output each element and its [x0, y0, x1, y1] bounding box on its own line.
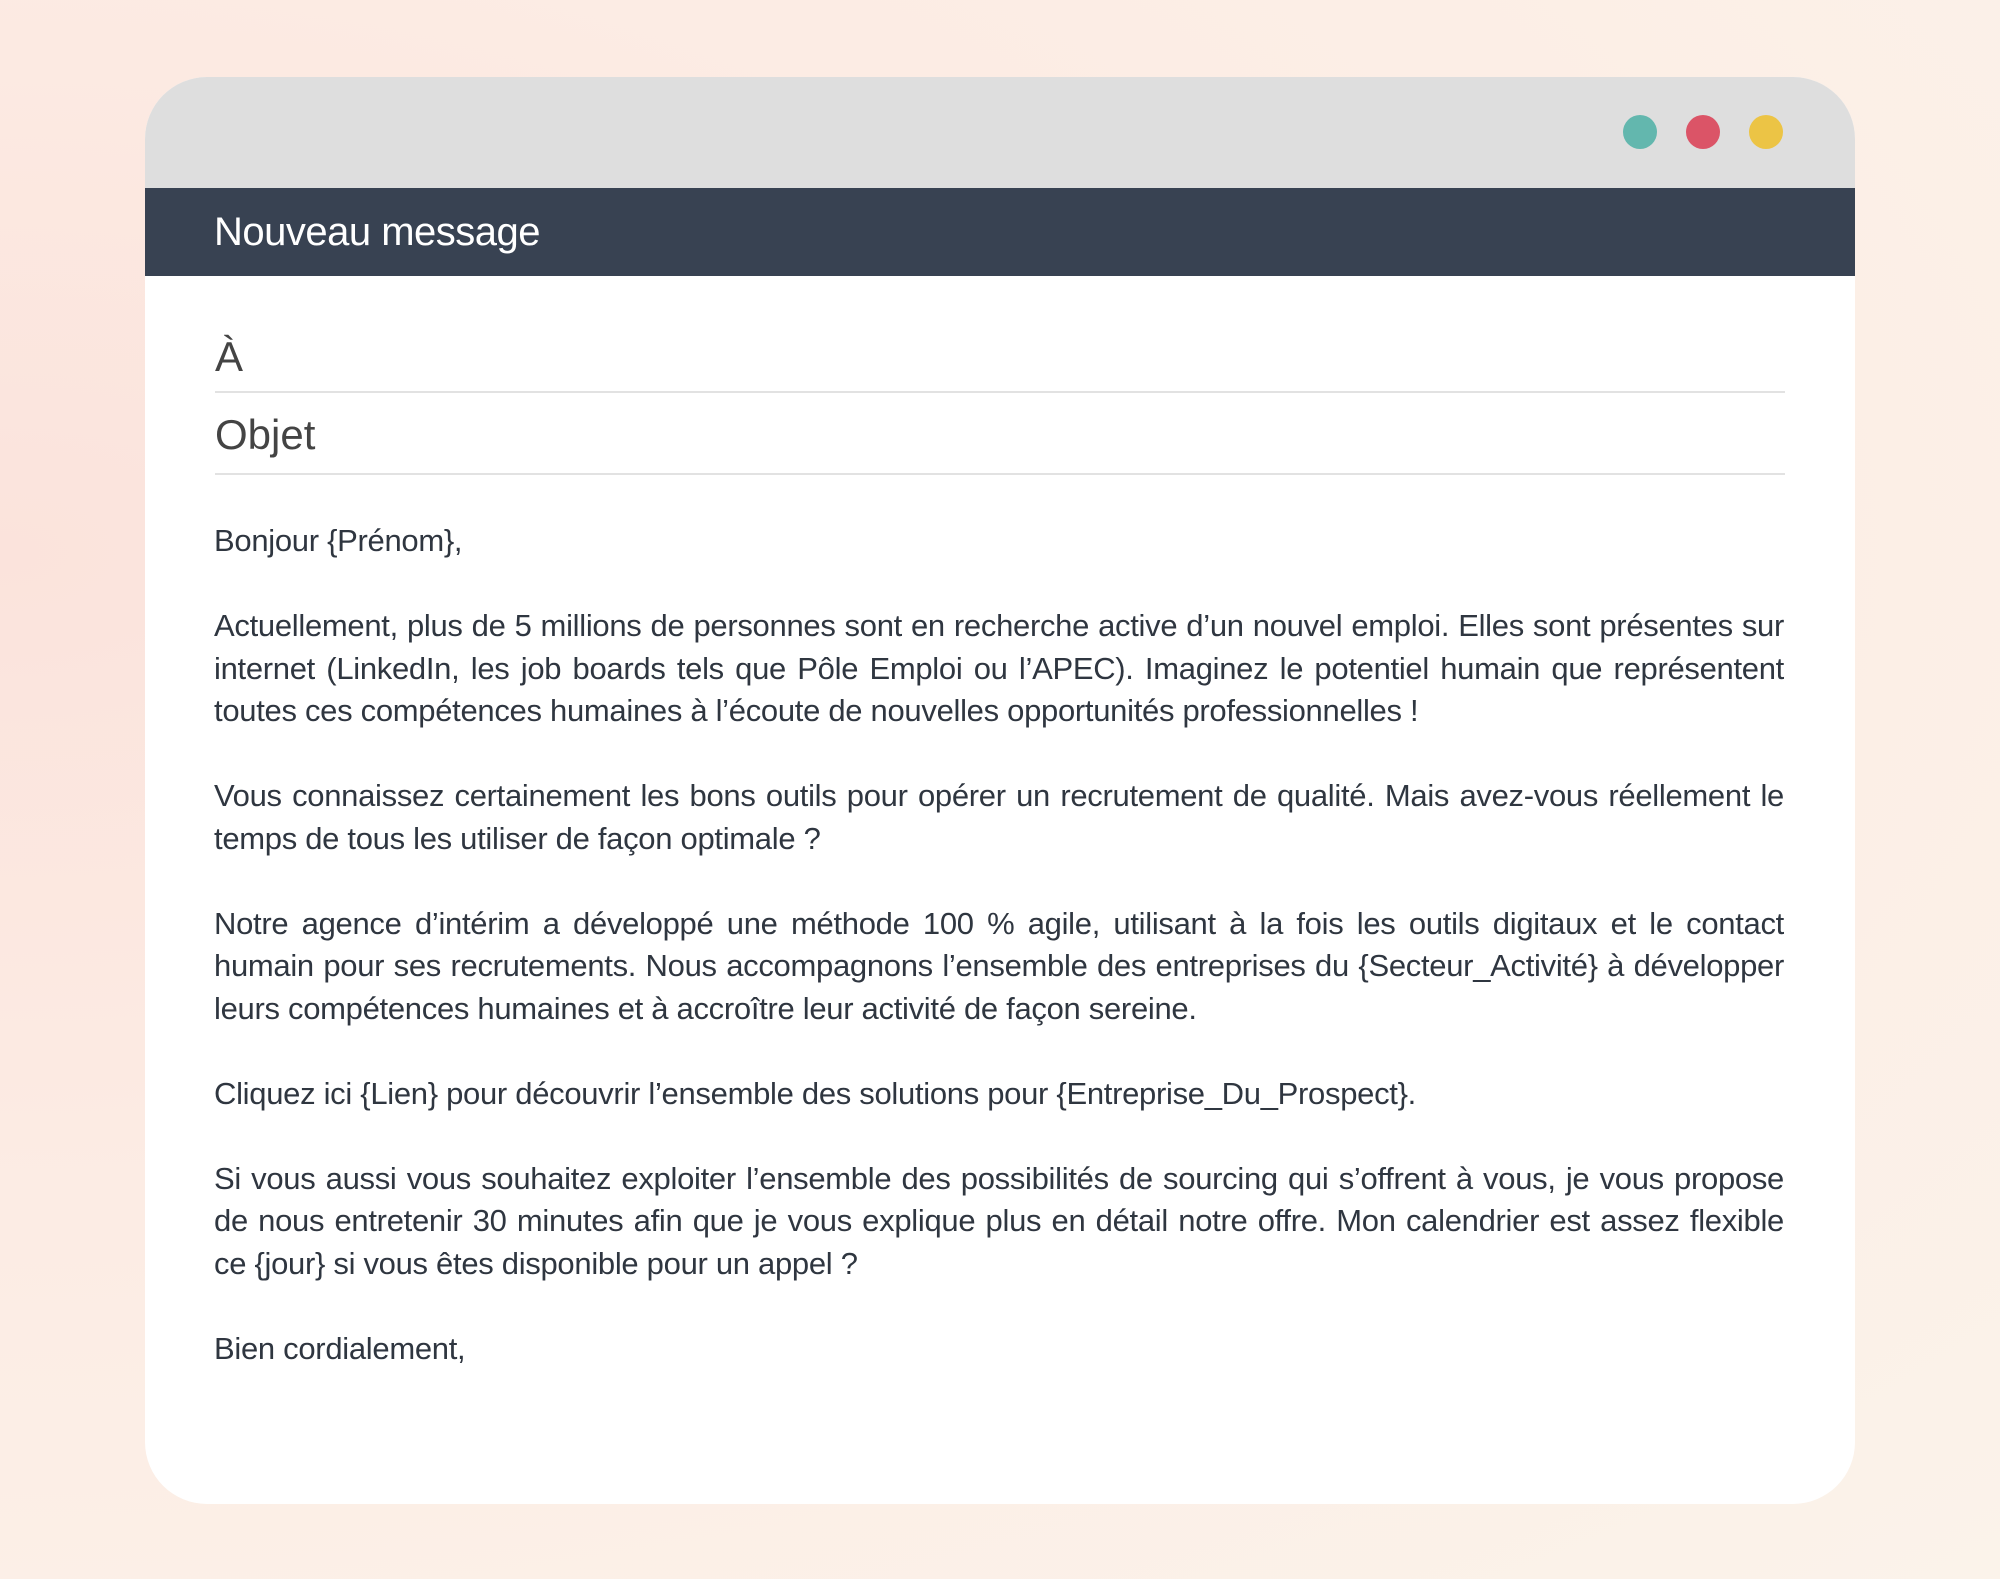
recipient-input[interactable] — [263, 326, 1785, 388]
message-paragraph: Si vous aussi vous souhaitez exploiter l’ensemble des possibilités de sourcing qui s’offrent à vous, je vous propose de nous entretenir 30 minutes afin que je vous explique plus en détail notre offre. Mon calendrier est assez flexible ce {jour} si vous êtes disponible pour un appel ? — [214, 1160, 1784, 1281]
compose-window — [145, 77, 1855, 1504]
compose-header — [145, 188, 1855, 276]
window-dot-red[interactable] — [1686, 115, 1720, 149]
subject-field[interactable] — [215, 397, 1785, 475]
subject-input[interactable] — [335, 404, 1785, 466]
recipient-label: À — [215, 332, 244, 380]
window-dot-yellow[interactable] — [1749, 115, 1783, 149]
compose-title: Nouveau message — [214, 209, 541, 254]
subject-label: Objet — [215, 411, 316, 458]
message-greeting: Bonjour {Prénom}, — [214, 523, 463, 558]
message-paragraph: Vous connaissez certainement les bons outils pour opérer un recrutement de qualité. Mais avez-vous réellement le temps de tous les utiliser de façon optimale ? — [214, 778, 1784, 856]
recipient-field[interactable] — [215, 322, 1785, 393]
message-paragraph: Cliquez ici {Lien} pour découvrir l’ensemble des solutions pour {Entreprise_Du_Prospect}. — [214, 1075, 1416, 1111]
window-titlebar — [145, 77, 1855, 188]
message-paragraph: Notre agence d’intérim a développé une méthode 100 % agile, utilisant à la fois les outils digitaux et le contact humain pour ses recrutements. Nous accompagnons l’ensemble des entreprises du {Secteur_Activité} à développer leurs compétences humaines et à accroître leur activité de façon sereine. — [214, 905, 1784, 1026]
window-controls — [1623, 115, 1783, 149]
message-closing: Bien cordialement, — [214, 1330, 466, 1366]
window-dot-green[interactable] — [1623, 115, 1657, 149]
message-paragraph: Actuellement, plus de 5 millions de personnes sont en recherche active d’un nouvel emploi. Elles sont présentes sur internet (LinkedIn, les job boards tels que Pôle Emploi ou l’APEC). Imaginez le potentiel humain que représentent toutes ces compétences humaines à l’écoute de nouvelles opportunités professionnelles ! — [214, 608, 1784, 728]
message-body[interactable] — [214, 520, 1784, 1370]
